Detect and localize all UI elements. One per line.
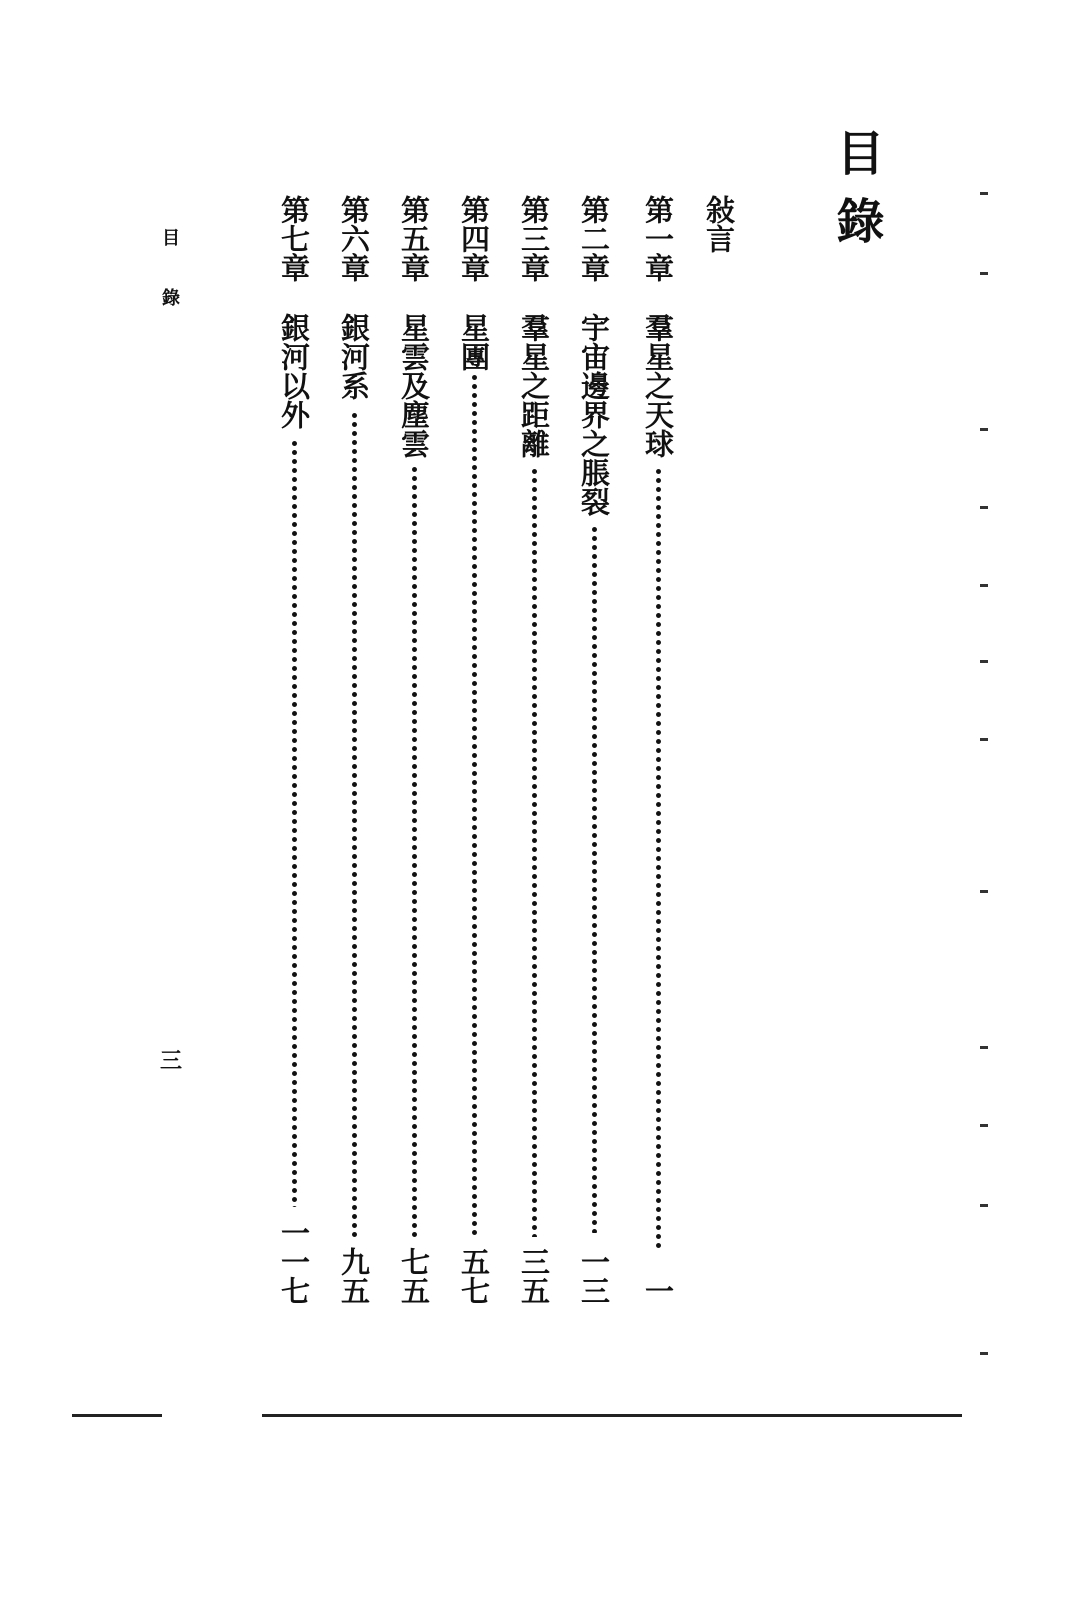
chapter-number: 第七章 xyxy=(277,195,311,282)
foreword-entry: 敍言 xyxy=(702,195,736,253)
chapter-title: 星團 xyxy=(457,313,491,371)
page-number: 三五 xyxy=(517,1247,551,1305)
dot-leader xyxy=(351,411,358,1239)
page-number: 一一七 xyxy=(277,1218,311,1305)
chapter-number: 第一章 xyxy=(641,195,675,282)
dot-leader xyxy=(291,439,298,1207)
running-head: 目錄 xyxy=(159,228,180,348)
page-number: 九五 xyxy=(337,1247,371,1305)
chapter-title: 銀河以外 xyxy=(277,313,311,429)
toc-entry-chapter-4[interactable] xyxy=(459,195,499,1305)
edge-tick xyxy=(980,1124,988,1127)
page-number: 七五 xyxy=(397,1247,431,1305)
chapter-title: 星雲及塵雲 xyxy=(397,313,431,458)
edge-tick xyxy=(980,1046,988,1049)
toc-entry-chapter-5[interactable] xyxy=(399,195,439,1305)
chapter-number: 第三章 xyxy=(517,195,551,282)
chapter-number: 第四章 xyxy=(457,195,491,282)
toc-entry-chapter-7[interactable] xyxy=(279,195,319,1305)
page-number: 五七 xyxy=(457,1247,491,1305)
toc-entry-chapter-6[interactable] xyxy=(339,195,379,1305)
edge-tick xyxy=(980,738,988,741)
chapter-title: 銀河系 xyxy=(337,313,371,400)
edge-tick xyxy=(980,660,988,663)
edge-tick xyxy=(980,272,988,275)
scan-rule-main xyxy=(262,1414,962,1417)
chapter-title: 羣星之天球 xyxy=(641,313,675,458)
scan-rule-left xyxy=(72,1414,162,1417)
dot-leader xyxy=(655,467,662,1249)
edge-tick xyxy=(980,428,988,431)
edge-tick xyxy=(980,890,988,893)
edge-tick xyxy=(980,1352,988,1355)
dot-leader xyxy=(411,465,418,1237)
edge-tick xyxy=(980,1204,988,1207)
edge-tick xyxy=(980,506,988,509)
dot-leader xyxy=(591,525,598,1233)
chapter-number: 第六章 xyxy=(337,195,371,282)
toc-entry-chapter-2[interactable] xyxy=(579,195,619,1305)
folio-page-number: 三 xyxy=(160,1048,183,1074)
page-number: 一三 xyxy=(577,1247,611,1305)
dot-leader xyxy=(531,467,538,1237)
chapter-number: 第二章 xyxy=(577,195,611,282)
page-number: 一 xyxy=(641,1276,675,1305)
toc-entry-chapter-3[interactable] xyxy=(519,195,559,1305)
dot-leader xyxy=(471,373,478,1235)
chapter-number: 第五章 xyxy=(397,195,431,282)
toc-entry-chapter-1[interactable] xyxy=(643,195,683,1305)
edge-tick xyxy=(980,584,988,587)
chapter-title: 羣星之距離 xyxy=(517,313,551,458)
chapter-title: 宇宙邊界之脹裂 xyxy=(577,313,611,516)
page-title: 目錄 xyxy=(828,128,884,264)
edge-tick xyxy=(980,192,988,195)
